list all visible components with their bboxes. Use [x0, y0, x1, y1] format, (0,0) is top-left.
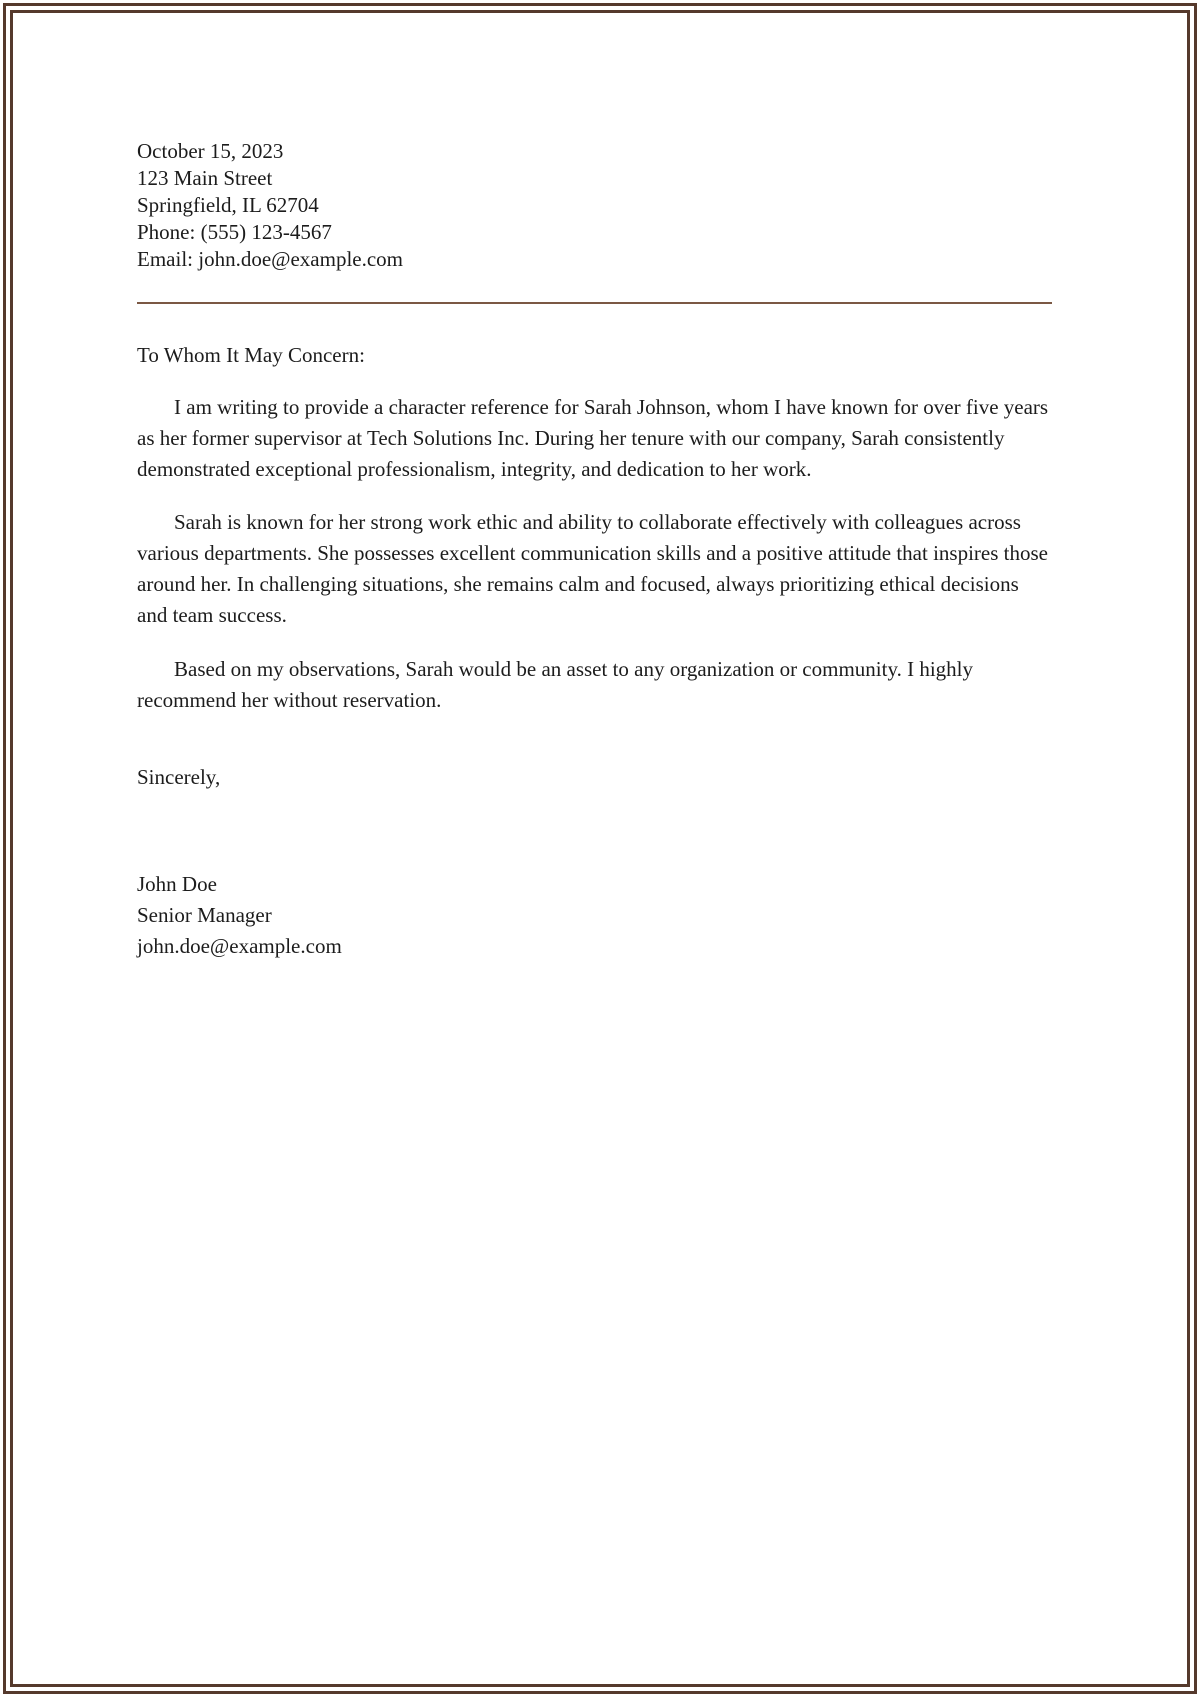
body-paragraph-2: Sarah is known for her strong work ethic and ability to collaborate effectively with colleagues across various departments. She possesses excellent communication skills and a positive attitude that inspires those around her. In challenging situations, she remains calm and focused, always prioritizing ethical decisions and team success. — [137, 510, 1048, 627]
body-paragraph-3: Based on my observations, Sarah would be an asset to any organization or community. I highly recommend her without reservation. — [137, 657, 974, 712]
body-paragraph-1: I am writing to provide a character reference for Sarah Johnson, whom I have known for over five years as her former supervisor at Tech Solutions Inc. During her tenure with our company, Sarah consistently demonstrated exceptional professionalism, integrity, and dedication to her work. — [137, 395, 1049, 481]
header-address-city: Springfield, IL 62704 — [137, 193, 319, 217]
header-address-street: 123 Main Street — [137, 166, 273, 190]
header-divider-rule — [137, 302, 1052, 304]
header-date: October 15, 2023 — [137, 139, 284, 163]
header-phone: Phone: (555) 123-4567 — [137, 220, 332, 244]
sender-header — [137, 138, 1052, 273]
signature-title: Senior Manager — [137, 903, 272, 927]
signature-email: john.doe@example.com — [137, 934, 342, 958]
signature-name: John Doe — [137, 872, 217, 896]
signature-block — [137, 869, 1052, 962]
salutation: To Whom It May Concern: — [137, 343, 365, 367]
closing-line: Sincerely, — [137, 765, 221, 789]
header-email: Email: john.doe@example.com — [137, 247, 404, 271]
